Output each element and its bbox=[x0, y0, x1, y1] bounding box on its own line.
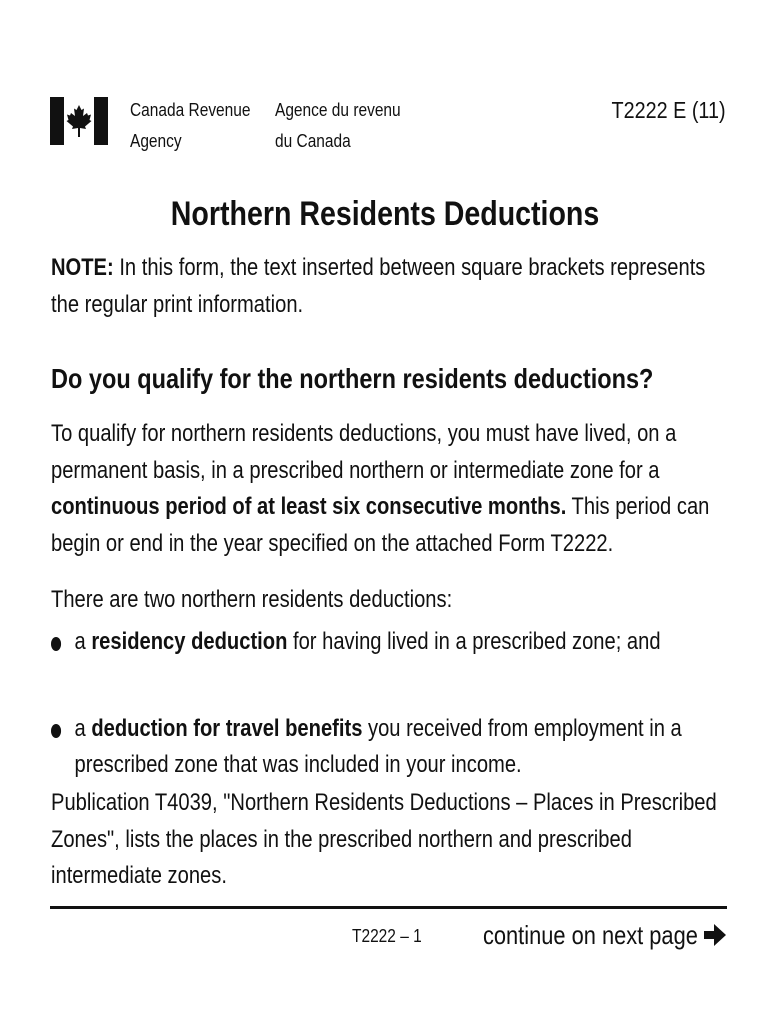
agency-fr-line2: du Canada bbox=[275, 131, 351, 151]
note-label: NOTE: bbox=[51, 254, 114, 281]
bullet-rest: you received from employment in a prescribed zone that was included in your income. bbox=[74, 714, 682, 778]
agency-name-french bbox=[275, 95, 401, 157]
page-number: T2222 – 1 bbox=[352, 926, 422, 946]
bullet-icon bbox=[51, 724, 61, 738]
bullet-prefix: a bbox=[74, 714, 92, 742]
qualify-text-bold: continuous period of at least six consecutive months. bbox=[51, 493, 567, 520]
list-item bbox=[51, 711, 747, 784]
canada-flag-icon bbox=[50, 97, 108, 145]
deductions-intro: There are two northern residents deductions: bbox=[51, 586, 453, 613]
bullet-bold: residency deduction bbox=[91, 628, 288, 655]
continue-next-page-link[interactable] bbox=[442, 918, 726, 952]
footer-divider bbox=[50, 906, 727, 909]
note-paragraph bbox=[51, 250, 723, 323]
list-item bbox=[51, 624, 747, 661]
page-title bbox=[0, 194, 770, 234]
agency-fr-line1: Agence du revenu bbox=[275, 100, 401, 120]
note-text: In this form, the text inserted between square brackets represents the regular print information. bbox=[51, 254, 706, 318]
qualify-text-start: To qualify for northern residents deductions, you must have lived, on a permanent basis, in a prescribed northern or intermediate zone for a bbox=[51, 420, 677, 484]
right-arrow-icon bbox=[704, 923, 726, 947]
agency-name-english bbox=[130, 95, 250, 157]
agency-en-line1: Canada Revenue bbox=[130, 100, 251, 120]
publication-paragraph: Publication T4039, "Northern Residents Deductions – Places in Prescribed Zones", lists the places in the prescribed northern and prescribed intermediate zones. bbox=[51, 789, 717, 889]
bullet-rest: for having lived in a prescribed zone; and bbox=[287, 628, 661, 655]
bullet-prefix: a bbox=[74, 628, 92, 655]
section-heading-qualify: Do you qualify for the northern residents deductions? bbox=[51, 363, 654, 394]
qualify-text-end: This period can begin or end in the year specified on the attached Form T2222. bbox=[51, 493, 710, 557]
agency-en-line2: Agency bbox=[130, 131, 182, 151]
form-code: T2222 E (11) bbox=[612, 97, 726, 123]
page-title-text: Northern Residents Deductions bbox=[170, 195, 600, 233]
continue-label: continue on next page bbox=[483, 920, 698, 950]
qualify-paragraph bbox=[51, 416, 723, 562]
bullet-bold: deduction for travel benefits bbox=[91, 714, 363, 742]
bullet-icon bbox=[51, 637, 61, 651]
